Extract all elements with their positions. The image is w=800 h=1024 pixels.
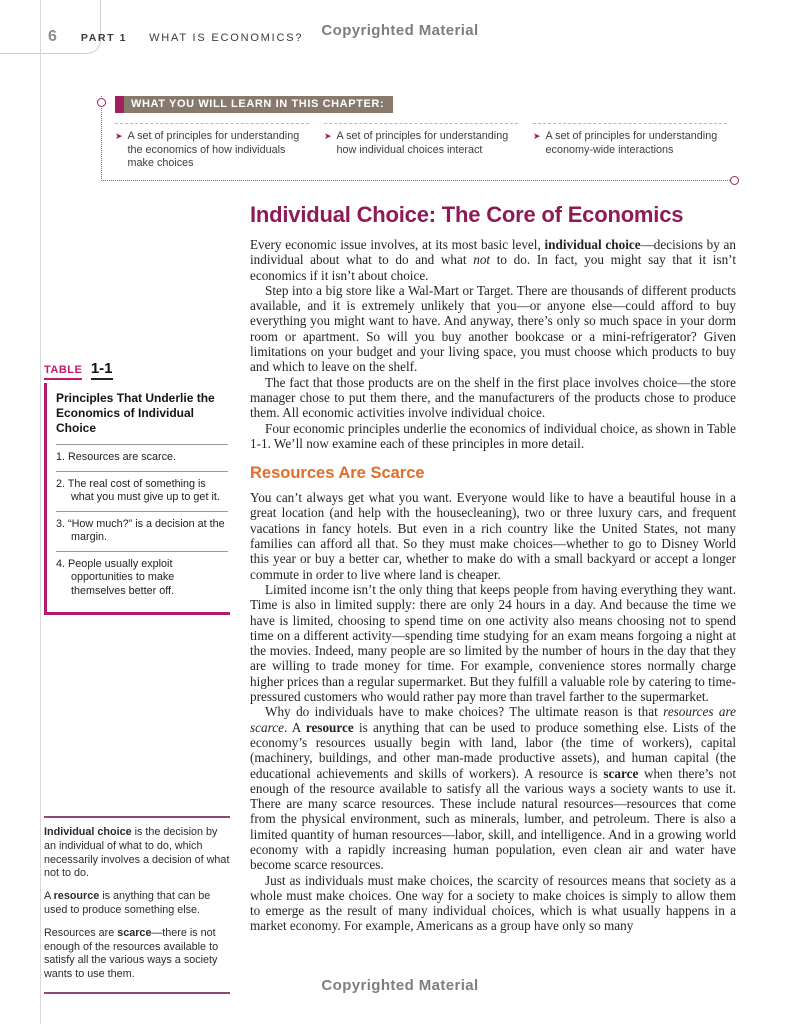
table-box (44, 383, 230, 615)
definition: Resources are scarce—there is not enough of the resources available to satisfy all the various ways a society wants to use them. (44, 926, 219, 981)
learn-box-header-label: WHAT YOU WILL LEARN IN THIS CHAPTER: (124, 96, 393, 113)
learn-item (324, 123, 518, 171)
magenta-accent-bar (115, 96, 124, 113)
table-label-number: 1-1 (91, 360, 113, 380)
learn-item (115, 123, 309, 171)
copyright-watermark-top: Copyrighted Material (321, 22, 479, 39)
table-label-word: TABLE (44, 364, 82, 380)
copyright-watermark-bottom: Copyrighted Material (321, 977, 479, 994)
section-heading-resources-are-scarce: Resources Are Scarce (250, 464, 425, 483)
body-paragraph: Four economic principles underlie the economics of individual choice, as shown in Table 1-1. We’ll now examine each of these principles in more detail. (250, 420, 736, 451)
table-item: 1. Resources are scarce. (56, 445, 228, 472)
table-item: 2. The real cost of something is what you must give up to get it. (56, 472, 228, 512)
body-paragraph: Just as individuals must make choices, the scarcity of resources means that society as a whole must make choices. One way for a society to make choices is simply to allow them to emerge as the result of many individual choices, which is what usually happens in a market economy. For example, Americans as a group have only so many (250, 872, 736, 934)
chapter-section-title: Individual Choice: The Core of Economics (250, 202, 684, 227)
part-title: WHAT IS ECONOMICS? (149, 32, 304, 44)
running-head (48, 28, 303, 46)
table-title: Principles That Underlie the Economics of Individual Choice (56, 391, 228, 445)
table-item: 4. People usually exploit opportunities to make themselves better off. (56, 557, 175, 597)
part-label: PART 1 (80, 32, 128, 44)
body-paragraph: Step into a big store like a Wal-Mart or Target. There are thousands of different products available, and it is extremely unlikely that you—or anyone else—could afford to buy everything you might want to have. And anyway, there’s only so much space in your dorm room or apartment. So will you buy another bookcase or a mini-refrigerator? Given limitations on your budget and your living space, you must choose which products to buy and which to leave on the shelf. (250, 282, 736, 375)
table-label (44, 360, 230, 378)
page-edge-line (40, 0, 41, 1024)
definition: Individual choice is the decision by an individual of what to do, which necessarily involves a decision of what not to do. (44, 826, 230, 880)
arrow-bullet-icon: ➤ (324, 131, 332, 141)
body-paragraph: The fact that those products are on the shelf in the first place involves choice—the store manager chose to put them there, and the manufacturers of the products chose to produce them. All economic activities involve individual choice. (250, 374, 736, 421)
corner-circle-icon (97, 98, 106, 107)
key-terms-sidebar (44, 816, 230, 994)
body-paragraph: You can’t always get what you want. Everyone would like to have a beautiful house in a great location (and help with the housecleaning), two or three luxury cars, and frequent vacations in fancy hotels. But even in a rich country like the United States, not many families can afford all that. So they must make choices—whether to go to Disney World this year or buy a better car, whether to make do with a small backyard or accept a longer commute in order to live where land is cheaper. (250, 490, 736, 582)
what-you-will-learn-box (101, 96, 734, 181)
main-text-column (250, 202, 736, 934)
table-1-1 (44, 360, 230, 615)
learn-item-text: A set of principles for understanding the economics of how individuals make choices (127, 130, 300, 169)
body-paragraph: Every economic issue involves, at its most basic level, individual choice—decisions by an individual about what to do and what not to do. In fact, you might say that it isn’t economics if it isn’t about choice. (250, 237, 736, 283)
definition: A resource is anything that can be used to produce something else. (44, 890, 211, 916)
table-item: 3. “How much?” is a decision at the margin. (56, 512, 228, 552)
body-paragraph: Why do individuals have to make choices? The ultimate reason is that resources are scarce. A resource is anything that can be used to produce something else. Lists of the economy’s resources usually begin with land, labor (the time of workers), capital (machinery, buildings, and other man-made productive assets), and human capital (the educational achievements and skills of workers). A resource is scarce when there’s not enough of the resource available to satisfy all the various ways a society wants to use it. There are many scarce resources. These include natural resources—resources that come from the physical environment, such as minerals, lumber, and petroleum. There is also a limited quantity of human resources—labor, skill, and intelligence. And in a growing world economy with a rapidly increasing human population, even clean air and water have become scarce resources. (250, 704, 736, 873)
learn-item (533, 123, 727, 171)
corner-circle-icon (730, 176, 739, 185)
learn-box-header (115, 96, 393, 113)
learn-item-text: A set of principles for understanding economy-wide interactions (545, 130, 718, 156)
arrow-bullet-icon: ➤ (115, 131, 123, 141)
learn-item-text: A set of principles for understanding how individual choices interact (336, 130, 509, 156)
body-paragraph: Limited income isn’t the only thing that keeps people from having everything they want. Time is also in limited supply: there are only 24 hours in a day. And because the time we have is limited, choosing to spend time on one activity also means choosing not to spend time on a different activity—spending time studying for an exam means forgoing a night at the movies. Indeed, many people are so limited by the number of hours in the day that they are willing to trade money for time. For example, convenience stores normally charge higher prices than a regular supermarket. But they fulfill a valuable role by catering to time-pressured customers who would rather pay more than travel farther to the supermarket. (250, 581, 736, 705)
learn-box-columns (115, 123, 727, 171)
page-number: 6 (48, 28, 57, 45)
arrow-bullet-icon: ➤ (533, 131, 541, 141)
